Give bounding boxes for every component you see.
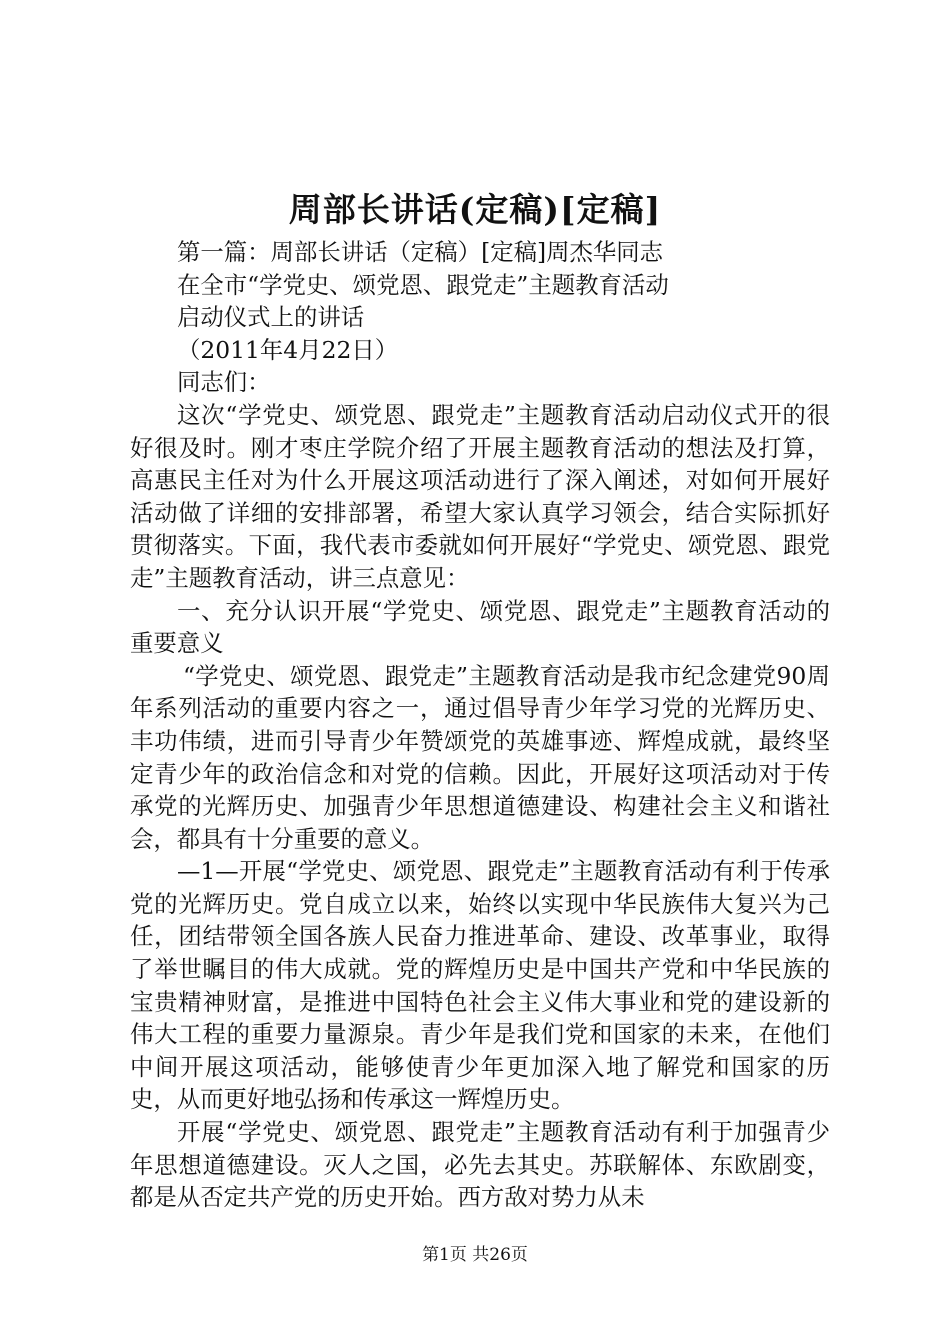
document-title: 周部长讲话(定稿)[定稿] (288, 190, 662, 229)
heading-line-1: 第一篇：周部长讲话（定稿）[定稿]周杰华同志 (177, 238, 664, 266)
paragraph-point-1: —1—开展“学党史、颂党恩、跟党走”主题教育活动有利于传承党的光辉历史。党自成立以来，始终以实现中华民族伟大复兴为己任，团结带领全国各族人民奋力推进革命、建设、改革事业，取得了举世瞩目的伟大成就。党的辉煌历史是中国共产党和中华民族的宝贵精神财富，是推进中国特色社会主义伟大事业和党的建设新的伟大工程的重要力量源泉。青少年是我们党和国家的未来，在他们中间开展这项活动，能够使青少年更加深入地了解党和国家的历史，从而更好地弘扬和传承这一辉煌历史。 (130, 857, 830, 1114)
speech-date: （2011年4月22日） (177, 335, 399, 364)
salutation: 同志们： (177, 368, 271, 397)
paragraph-intro: 这次“学党史、颂党恩、跟党走”主题教育活动启动仪式开的很好很及时。刚才枣庄学院介绍了开展主题教育活动的想法及打算，高惠民主任对为什么开展这项活动进行了深入阐述，对如何开展好活动做了详细的安排部署，希望大家认真学习领会，结合实际抓好贯彻落实。下面，我代表市委就如何开展好“学党史、颂党恩、跟党走”主题教育活动，讲三点意见： (130, 400, 830, 592)
section-heading-1: 一、充分认识开展“学党史、颂党恩、跟党走”主题教育活动的重要意义 (130, 596, 830, 658)
page-footer: 第1页 共26页 (422, 1245, 528, 1265)
paragraph-significance: “学党史、颂党恩、跟党走”主题教育活动是我市纪念建党90周年系列活动的重要内容之一，通过倡导青少年学习党的光辉历史、丰功伟绩，进而引导青少年赞颂党的英雄事迹、辉煌成就，最终坚定青少年的政治信念和对党的信赖。因此，开展好这项活动对于传承党的光辉历史、加强青少年思想道德建设、构建社会主义和谐社会，都具有十分重要的意义。 (130, 661, 830, 853)
heading-line-3: 启动仪式上的讲话 (177, 303, 365, 332)
heading-line-2: 在全市“学党史、颂党恩、跟党走”主题教育活动 (177, 270, 669, 299)
document-body (130, 236, 830, 1214)
paragraph-point-2: 开展“学党史、颂党恩、跟党走”主题教育活动有利于加强青少年思想道德建设。灭人之国，必先去其史。苏联解体、东欧剧变，都是从否定共产党的历史开始。西方敌对势力从未 (130, 1118, 830, 1212)
